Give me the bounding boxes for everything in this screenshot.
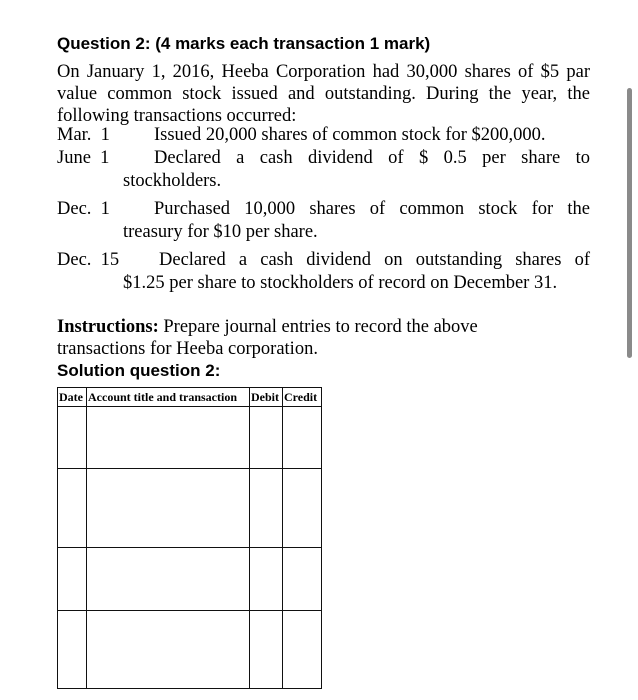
transaction-text: stockholders. (123, 171, 222, 191)
cell[interactable] (283, 548, 322, 611)
cell[interactable] (283, 611, 322, 689)
table-row (58, 469, 322, 548)
cell[interactable] (87, 407, 250, 469)
transaction-date: June 1 (57, 148, 110, 168)
table-row (58, 611, 322, 689)
cell[interactable] (283, 469, 322, 548)
intro-line: value common stock issued and outstanding. During the year, the (57, 84, 590, 104)
cell[interactable] (250, 548, 283, 611)
transaction-date: Dec. 15 (57, 250, 120, 270)
transaction-date: Mar. 1 (57, 125, 110, 145)
solution-title: Solution question 2: (57, 361, 221, 380)
cell[interactable] (87, 611, 250, 689)
cell[interactable] (250, 611, 283, 689)
header-debit: Debit (250, 388, 283, 407)
table-header-row (58, 388, 322, 407)
cell[interactable] (283, 407, 322, 469)
cell[interactable] (58, 469, 87, 548)
transaction-text: treasury for $10 per share. (123, 222, 318, 242)
header-date: Date (58, 388, 87, 407)
cell[interactable] (58, 611, 87, 689)
cell[interactable] (250, 407, 283, 469)
transaction-text: Declared a cash dividend of $ 0.5 per share to (154, 148, 590, 168)
transaction-date: Dec. 1 (57, 199, 110, 219)
transaction-text: Declared a cash dividend on outstanding shares of (159, 250, 590, 270)
instructions-text: Prepare journal entries to record the above (158, 317, 478, 337)
scrollbar[interactable] (627, 88, 632, 358)
cell[interactable] (87, 548, 250, 611)
cell[interactable] (250, 469, 283, 548)
cell[interactable] (87, 469, 250, 548)
cell[interactable] (58, 548, 87, 611)
table-row (58, 548, 322, 611)
transaction-text: Purchased 10,000 shares of common stock for the (154, 199, 590, 219)
intro-line: On January 1, 2016, Heeba Corporation had 30,000 shares of $5 par (57, 62, 590, 82)
header-credit: Credit (283, 388, 322, 407)
table-row (58, 407, 322, 469)
transaction-text: $1.25 per share to stockholders of record on December 31. (123, 273, 558, 293)
header-account: Account title and transaction (87, 388, 250, 407)
transaction-text: Issued 20,000 shares of common stock for $200,000. (154, 125, 546, 145)
intro-line: following transactions occurred: (57, 106, 297, 126)
question-title: Question 2: (4 marks each transaction 1 mark) (57, 34, 431, 53)
journal-table (57, 387, 322, 689)
instructions-text: transactions for Heeba corporation. (57, 339, 318, 359)
cell[interactable] (58, 407, 87, 469)
instructions-label: Instructions: (57, 317, 159, 337)
